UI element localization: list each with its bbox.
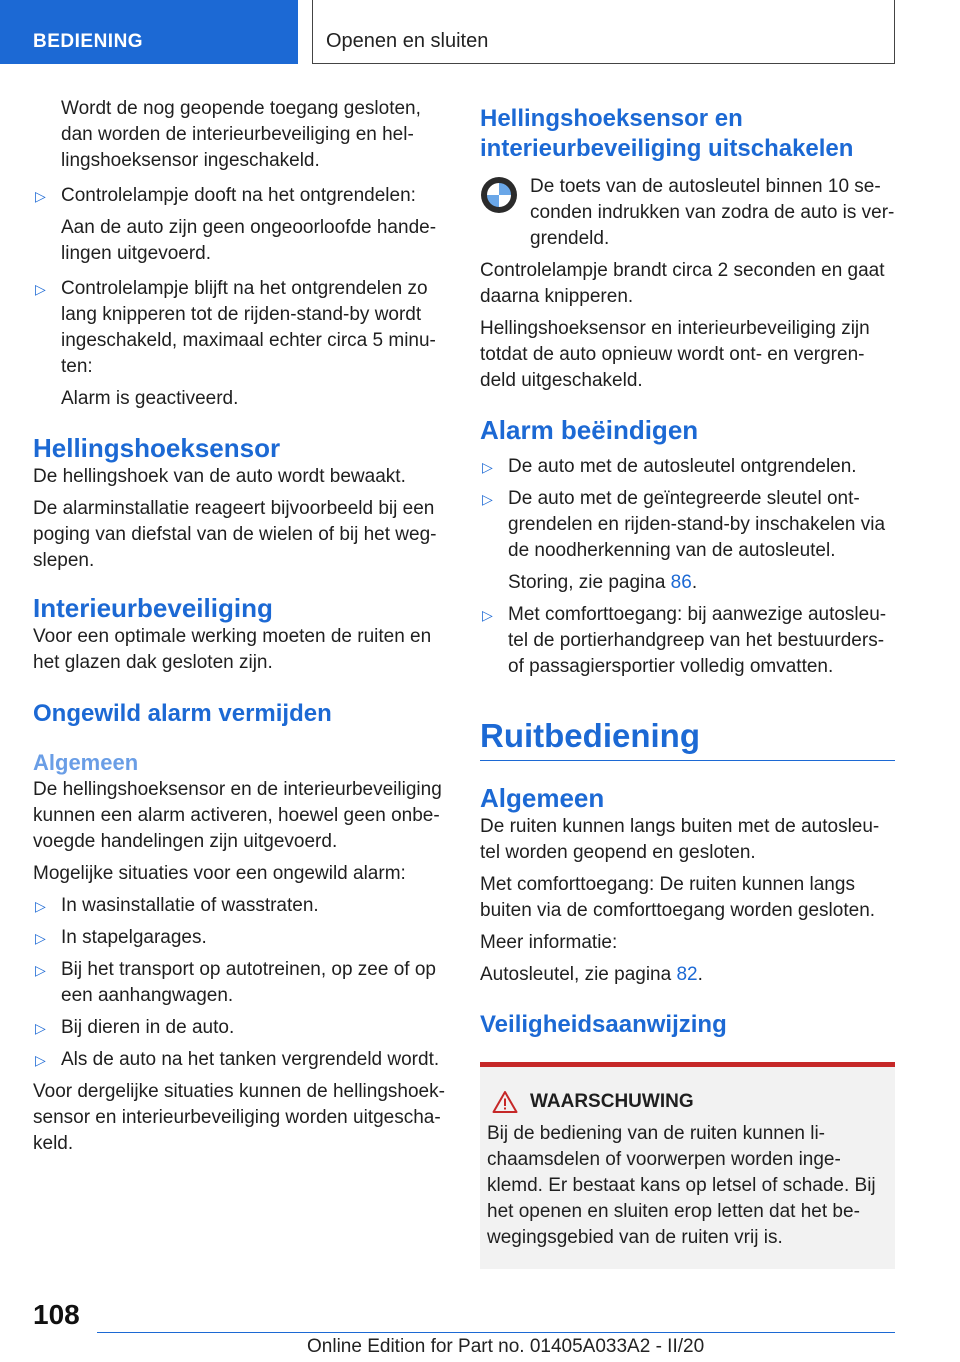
triangle-bullet-icon: ▷ [482, 459, 493, 475]
helling-paragraph-1: De hellingshoek van de auto wordt bewaakt. [33, 466, 406, 487]
ruit-paragraph-2: Met comforttoegang: De ruiten kunnen langs buiten via de comforttoegang worden gesloten. [480, 874, 876, 921]
reference-text: Autosleutel, zie pagina [480, 964, 677, 985]
uitschakelen-paragraph-2: Controlelampje brandt circa 2 seconden en gaat daarna knipperen. [480, 260, 885, 307]
list-item [33, 276, 445, 412]
bullet-text: De auto met de geïntegreerde sleutel ont-grendelen en rijden-stand-by inschakelen via de noodherkenning van de autosleutel. [508, 488, 886, 561]
bullet-text: De auto met de autosleutel ontgrendelen. [508, 456, 857, 477]
ruit-paragraph-3: Meer informatie: [480, 932, 618, 953]
bullet-text: Als de auto na het tanken vergrendeld wordt. [61, 1049, 440, 1070]
warning-box [480, 1062, 895, 1269]
list-item [33, 1015, 445, 1041]
bullet-text: Controlelampje dooft na het ontgrendelen: [61, 185, 416, 206]
ruit-paragraph-4 [480, 962, 895, 988]
bullet-text: In stapelgarages. [61, 927, 207, 948]
chapter-tab: Openen en sluiten [312, 0, 895, 64]
bullet-subtext: Alarm is geactiveerd. [61, 388, 239, 409]
heading-rule [480, 760, 895, 761]
page-number: 108 [33, 1299, 80, 1330]
warning-title-text: WAARSCHUWING [530, 1091, 694, 1112]
warning-text: Bij de bediening van de ruiten kunnen li-chaamsdelen of voorwerpen worden inge-klemd. Er bestaat kans op letsel of schade. Bij het openen en sluiten erop letten dat het be-wegingsgebied van de ruiten vrij is. [487, 1123, 876, 1248]
list-item [33, 893, 445, 919]
footer-rule [97, 1332, 895, 1333]
triangle-bullet-icon: ▷ [482, 607, 493, 623]
edition-note: Online Edition for Part no. 01405A033A2 - II/20 [307, 1336, 705, 1357]
bullet-subtext [508, 570, 895, 596]
warning-title [487, 1089, 887, 1115]
bullet-text: Bij het transport op autotreinen, op zee of op een aanhangwagen. [61, 959, 436, 1006]
page-header [0, 0, 960, 66]
uitschakelen-paragraph-1: De toets van de autosleutel binnen 10 se-conden indrukken van zodra de auto is ver-grendeld. [530, 176, 895, 249]
bullet-text: In wasinstallatie of wasstraten. [61, 895, 319, 916]
triangle-bullet-icon: ▷ [35, 1052, 46, 1068]
heading-alarm-beeindigen: Alarm beëindigen [480, 415, 699, 445]
algemeen-paragraph-3: Voor dergelijke situaties kunnen de hellingshoek-sensor en interieurbeveiliging worden uitgescha-keld. [33, 1081, 445, 1154]
list-item [33, 1047, 445, 1073]
section-tab: BEDIENING [0, 0, 298, 64]
heading-hellingshoeksensor: Hellingshoeksensor [33, 433, 281, 463]
triangle-bullet-icon: ▷ [35, 898, 46, 914]
warning-triangle-icon [492, 1090, 518, 1114]
helling-paragraph-2: De alarminstallatie reageert bijvoorbeeld bij een poging van diefstal van de wielen of bij het weg-slepen. [33, 498, 437, 571]
heading-veiligheidsaanwijzing: Veiligheidsaanwijzing [480, 1011, 727, 1038]
bullet-subtext: Aan de auto zijn geen ongeoorloofde hande-lingen uitgevoerd. [61, 217, 437, 264]
heading-ruitbediening: Ruitbediening [480, 717, 700, 754]
bullet-text: Met comforttoegang: bij aanwezige autosleu-tel de portierhandgreep van het bestuurders- of passagiersportier volledig omvatten. [508, 604, 887, 677]
heading-uitschakelen: Hellingshoeksensor en interieurbeveiliging uitschakelen [480, 105, 854, 162]
bullet-text: Bij dieren in de auto. [61, 1017, 235, 1038]
triangle-bullet-icon: ▷ [35, 1020, 46, 1036]
list-item [480, 454, 895, 480]
list-item [33, 957, 445, 1009]
heading-ongewild-alarm: Ongewild alarm vermijden [33, 700, 332, 727]
ruit-paragraph-1: De ruiten kunnen langs buiten met de autosleu-tel worden geopend en gesloten. [480, 816, 880, 863]
triangle-bullet-icon: ▷ [35, 962, 46, 978]
heading-interieurbeveiliging: Interieurbeveiliging [33, 593, 273, 623]
uitschakelen-paragraph-3: Hellingshoeksensor en interieurbeveiliging zijn totdat de auto opnieuw wordt ont- en vergren-deld uitgeschakeld. [480, 318, 870, 391]
left-column [33, 96, 445, 1157]
triangle-bullet-icon: ▷ [35, 281, 46, 297]
page-link-86[interactable]: 86 [670, 572, 692, 593]
intro-paragraph: Wordt de nog geopende toegang gesloten, dan worden de interieurbeveiliging en hel-lingshoeksensor ingeschakeld. [61, 98, 421, 171]
list-item [480, 486, 895, 596]
interieur-paragraph: Voor een optimale werking moeten de ruiten en het glazen dak gesloten zijn. [33, 626, 432, 673]
reference-end: . [697, 964, 703, 985]
algemeen-paragraph-1: De hellingshoeksensor en de interieurbeveiliging kunnen een alarm activeren, hoewel geen onbe-voegde handelingen zijn uitgevoerd. [33, 779, 442, 852]
heading-algemeen-ruit: Algemeen [480, 783, 605, 813]
list-item [480, 602, 895, 680]
bmw-logo-icon [480, 176, 518, 214]
bmw-key-instruction [480, 174, 895, 252]
page-link-82[interactable]: 82 [676, 964, 698, 985]
right-column [480, 96, 895, 1269]
reference-text: Storing, zie pagina [508, 572, 671, 593]
situations-list [33, 893, 445, 1073]
triangle-bullet-icon: ▷ [35, 930, 46, 946]
triangle-bullet-icon: ▷ [482, 491, 493, 507]
triangle-bullet-icon: ▷ [35, 188, 46, 204]
list-item [33, 183, 445, 267]
reference-end: . [691, 572, 698, 593]
bullet-text: Controlelampje blijft na het ontgrendelen zo lang knipperen tot de rijden-stand-by wordt ingeschakeld, maximaal echter circa 5 minu-ten: [61, 278, 436, 377]
list-item [33, 925, 445, 951]
algemeen-paragraph-2: Mogelijke situaties voor een ongewild alarm: [33, 863, 406, 884]
heading-algemeen: Algemeen [33, 750, 139, 775]
